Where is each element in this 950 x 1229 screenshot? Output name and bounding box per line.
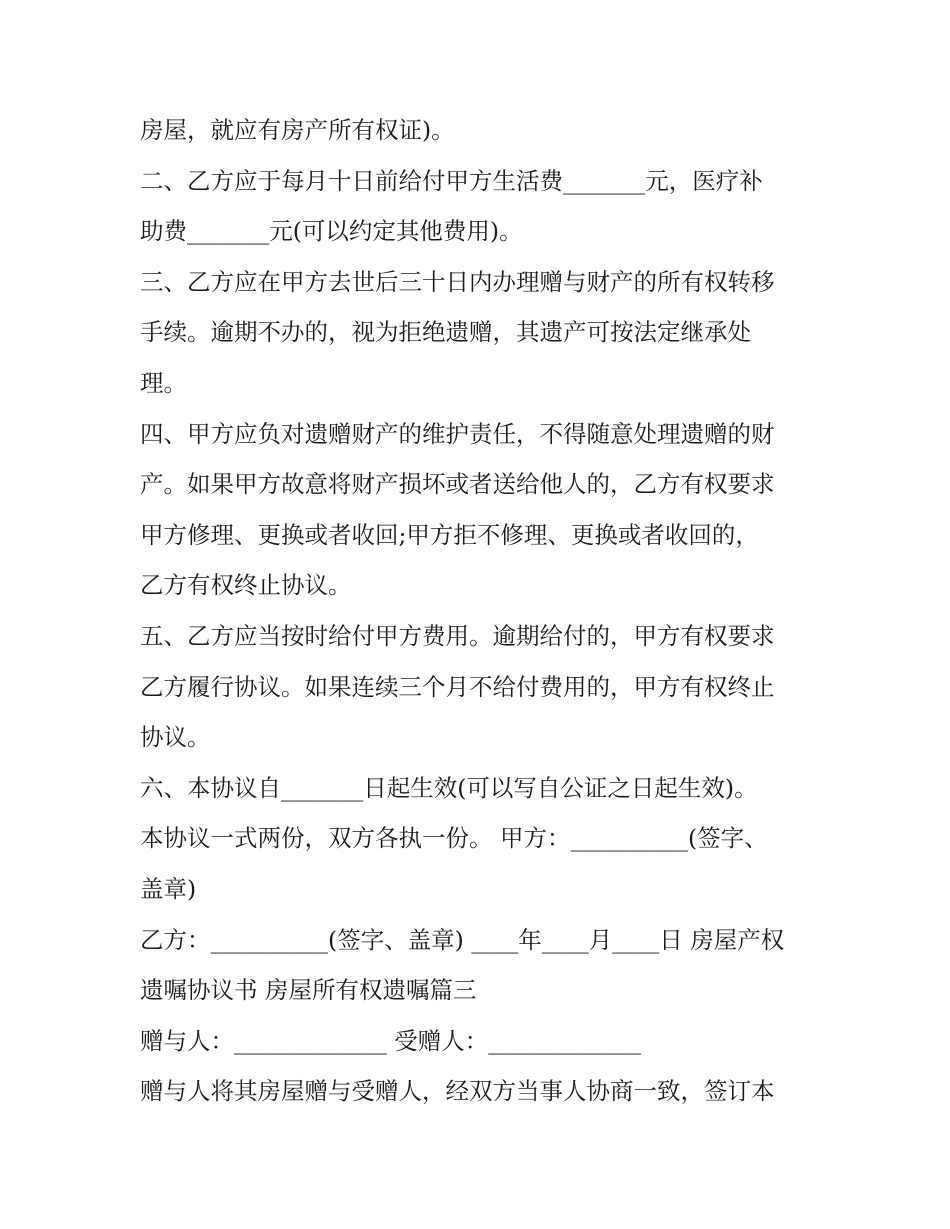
text-line: 三、乙方应在甲方去世后三十日内办理赠与财产的所有权转移 — [140, 267, 775, 296]
text-line: 协议。 — [140, 723, 211, 752]
text-line: 手续。逾期不办的，视为拒绝遗赠，其遗产可按法定继承处 — [140, 318, 751, 347]
text-line: 理。 — [140, 368, 187, 397]
text-line: 乙方：__________(签字、盖章) ____年____月____日 房屋产权 — [140, 925, 785, 954]
text-line: 赠与人将其房屋赠与受赠人，经双方当事人协商一致，签订本 — [140, 1077, 775, 1106]
text-line: 甲方修理、更换或者收回;甲方拒不修理、更换或者收回的， — [140, 520, 759, 549]
text-line: 赠与人：_____________ 受赠人：_____________ — [140, 1026, 641, 1055]
text-line: 产。如果甲方故意将财产损坏或者送给他人的，乙方有权要求 — [140, 470, 775, 499]
text-line: 遗嘱协议书 房屋所有权遗嘱篇三 — [140, 976, 477, 1005]
text-line: 盖章) — [140, 874, 197, 903]
document-body — [140, 105, 830, 1117]
text-line: 二、乙方应于每月十日前给付甲方生活费_______元，医疗补 — [140, 166, 763, 195]
text-line: 六、本协议自_______日起生效(可以写自公证之日起生效)。 — [140, 773, 758, 802]
text-line: 四、甲方应负对遗赠财产的维护责任，不得随意处理遗赠的财 — [140, 419, 775, 448]
text-line: 乙方有权终止协议。 — [140, 571, 352, 600]
text-line: 五、乙方应当按时给付甲方费用。逾期给付的，甲方有权要求 — [140, 621, 775, 650]
text-line: 本协议一式两份，双方各执一份。 甲方：__________(签字、 — [140, 824, 768, 853]
text-line: 助费_______元(可以约定其他费用)。 — [140, 217, 523, 246]
text-line: 房屋，就应有房产所有权证)。 — [140, 116, 455, 144]
text-line: 乙方履行协议。如果连续三个月不给付费用的，甲方有权终止 — [140, 672, 775, 701]
